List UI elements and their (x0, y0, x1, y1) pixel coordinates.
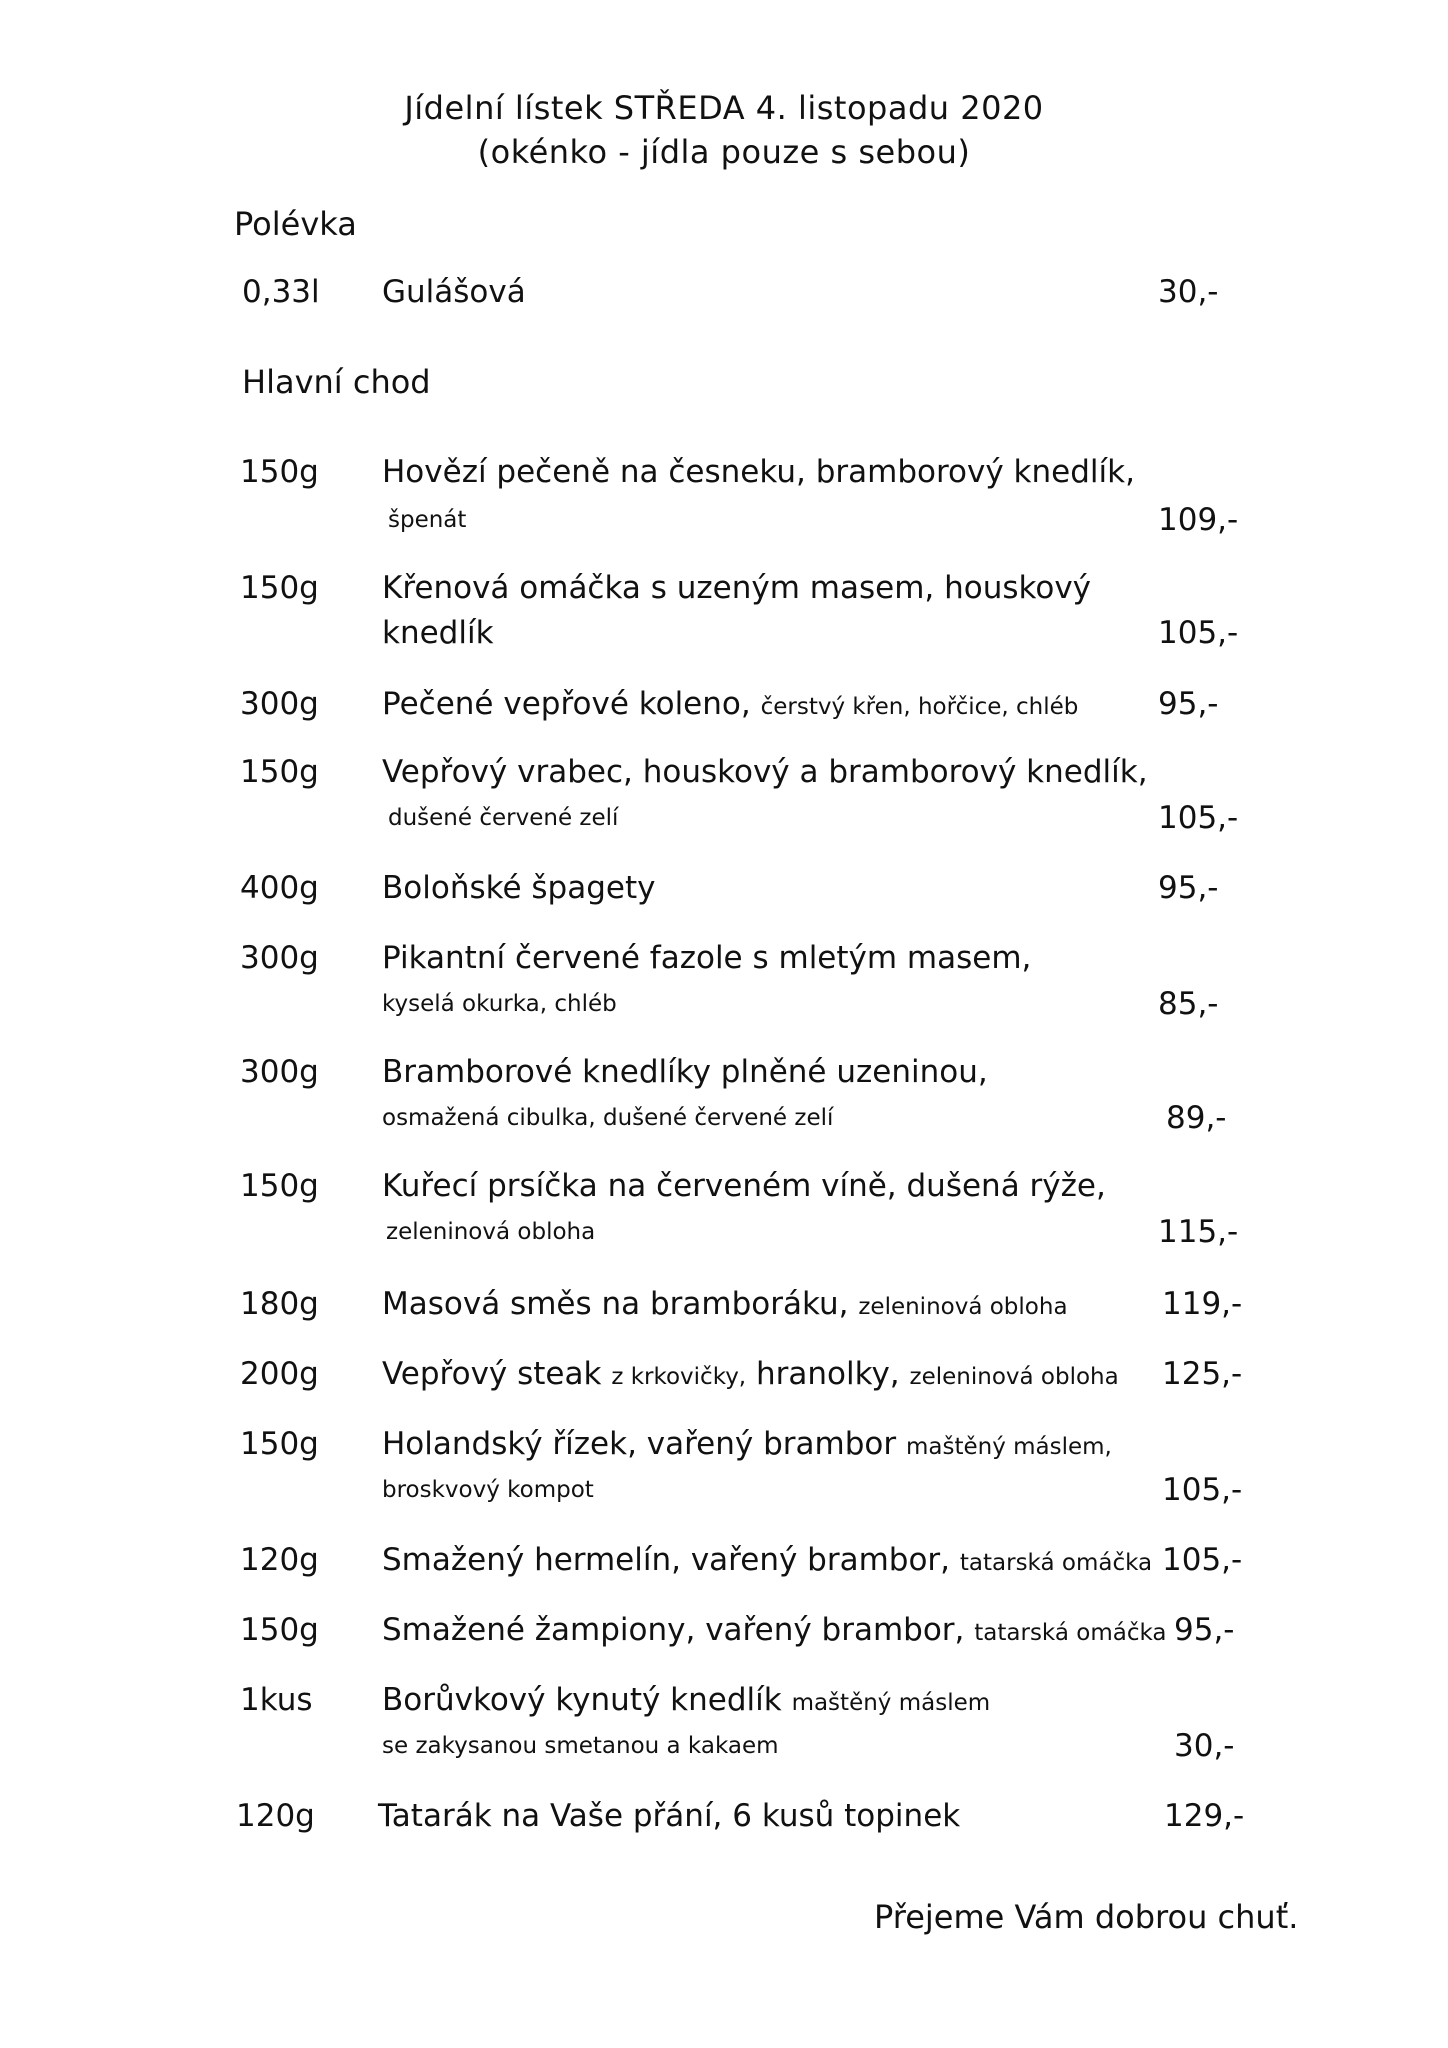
soup-name: Gulášová (382, 274, 526, 310)
menu-item-price: 30,- (1174, 1728, 1235, 1764)
menu-item-detail: zeleninová obloha (909, 1364, 1119, 1390)
menu-item-qty: 300g (240, 686, 319, 722)
menu-item-price: 89,- (1166, 1100, 1227, 1136)
menu-item-price: 119,- (1162, 1286, 1243, 1322)
menu-item-price: 105,- (1158, 800, 1239, 836)
menu-item-detail: tatarská omáčka (974, 1620, 1167, 1646)
menu-item-qty: 1kus (240, 1682, 313, 1718)
menu-item-name: Boloňské špagety (382, 870, 656, 906)
soup-price: 30,- (1158, 274, 1219, 310)
menu-item-price: 95,- (1174, 1612, 1235, 1648)
menu-item-qty: 180g (240, 1286, 319, 1322)
menu-item-qty: 150g (240, 570, 319, 606)
menu-item-name: Křenová omáčka s uzeným masem, houskový (382, 570, 1092, 606)
menu-item-detail: maštěný máslem, (905, 1434, 1112, 1460)
menu-item-qty: 150g (240, 754, 319, 790)
menu-item-name: Pikantní červené fazole s mletým masem, (382, 940, 1032, 976)
menu-item-price: 105,- (1158, 615, 1239, 651)
menu-item-qty: 300g (240, 940, 319, 976)
menu-item-qty: 150g (240, 1612, 319, 1648)
menu-item-name: Masová směs na bramboráku, zeleninová obloha (382, 1286, 1068, 1322)
menu-item-name-cont: knedlík (382, 615, 494, 651)
menu-item-price: 129,- (1164, 1798, 1245, 1834)
menu-item-price: 109,- (1158, 502, 1239, 538)
menu-subtitle: (okénko - jídla pouze s sebou) (477, 133, 971, 171)
menu-item-qty: 300g (240, 1054, 319, 1090)
menu-item-sub: dušené červené zelí (388, 805, 619, 831)
menu-item-name: Bramborové knedlíky plněné uzeninou, (382, 1054, 988, 1090)
menu-item-qty: 150g (240, 1168, 319, 1204)
menu-item-name: Vepřový vrabec, houskový a bramborový knedlík, (382, 754, 1148, 790)
menu-title: Jídelní lístek STŘEDA 4. listopadu 2020 (404, 89, 1044, 127)
menu-item-detail: tatarská omáčka (959, 1550, 1153, 1576)
menu-item-name: Holandský řízek, vařený brambor maštěný máslem, (382, 1426, 1112, 1462)
menu-item-sub: zeleninová obloha (386, 1219, 596, 1245)
menu-item-name: Tatarák na Vaše přání, 6 kusů topinek (378, 1798, 961, 1834)
menu-item-detail: zeleninová obloha (858, 1294, 1068, 1320)
menu-item-qty: 150g (240, 454, 319, 490)
menu-item-qty: 120g (236, 1798, 315, 1834)
menu-item-price: 105,- (1162, 1472, 1243, 1508)
menu-item-qty: 400g (240, 870, 319, 906)
menu-item-qty: 120g (240, 1542, 319, 1578)
menu-item-detail: čerstvý křen, hořčice, chléb (760, 694, 1079, 720)
closing-greeting: Přejeme Vám dobrou chuť. (874, 1898, 1299, 1936)
menu-item-name: Smažené žampiony, vařený brambor, tatarská omáčka (382, 1612, 1167, 1648)
menu-item-qty: 150g (240, 1426, 319, 1462)
menu-item-sub: broskvový kompot (382, 1477, 594, 1503)
menu-item-sub: osmažená cibulka, dušené červené zelí (382, 1105, 834, 1131)
menu-item-name: Kuřecí prsíčka na červeném víně, dušená rýže, (382, 1168, 1106, 1204)
main-heading: Hlavní chod (242, 363, 431, 401)
menu-item-detail: maštěný máslem (791, 1690, 991, 1716)
soup-qty: 0,33l (242, 274, 320, 310)
menu-item-price: 95,- (1158, 870, 1219, 906)
menu-item-name: Vepřový steak z krkovičky, hranolky, zeleninová obloha (382, 1356, 1119, 1392)
menu-item-price: 95,- (1158, 686, 1219, 722)
menu-item-name: Pečené vepřové koleno, čerstvý křen, hořčice, chléb (382, 686, 1079, 722)
menu-item-sub: špenát (388, 507, 467, 533)
menu-item-price: 115,- (1158, 1214, 1239, 1250)
menu-item-name: Hovězí pečeně na česneku, bramborový knedlík, (382, 454, 1135, 490)
menu-item-price: 125,- (1162, 1356, 1243, 1392)
menu-item-sub: se zakysanou smetanou a kakaem (382, 1733, 779, 1759)
menu-item-qty: 200g (240, 1356, 319, 1392)
soup-heading: Polévka (234, 205, 357, 243)
menu-item-sub: kyselá okurka, chléb (382, 991, 617, 1017)
menu-item-detail: z krkovičky, (611, 1364, 747, 1390)
menu-item-price: 85,- (1158, 986, 1219, 1022)
menu-item-name: Smažený hermelín, vařený brambor, tatarská omáčka (382, 1542, 1153, 1578)
menu-item-price: 105,- (1162, 1542, 1243, 1578)
menu-item-name: Borůvkový kynutý knedlík maštěný máslem (382, 1682, 991, 1718)
